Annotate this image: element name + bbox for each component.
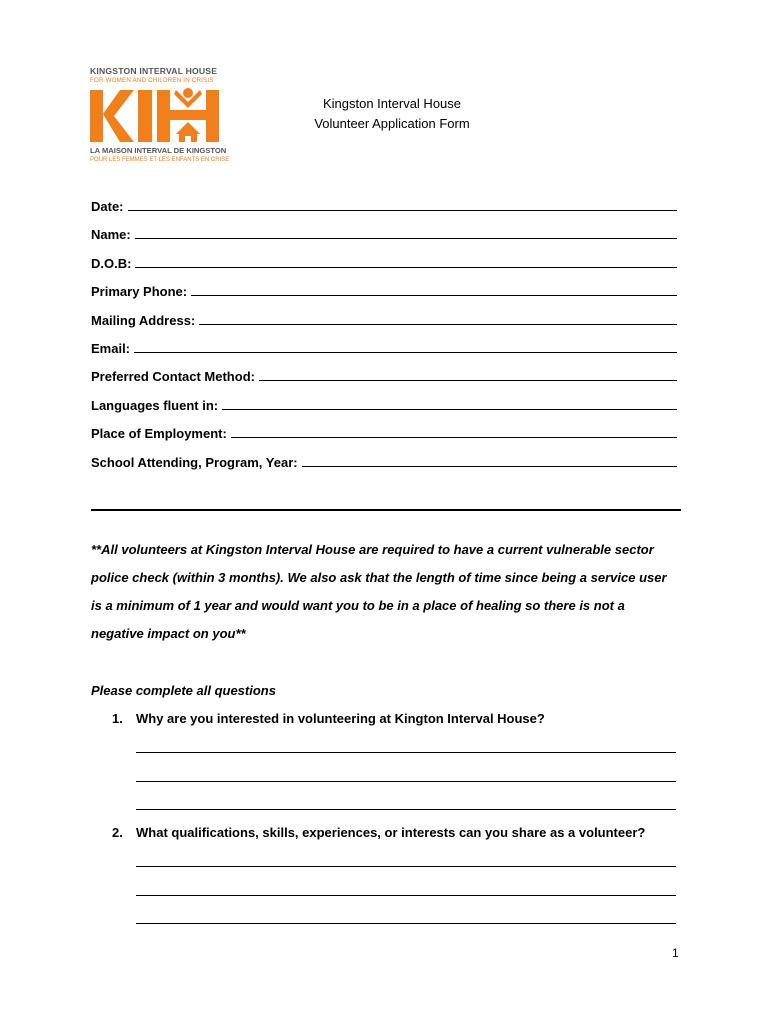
school-field[interactable] <box>91 452 677 470</box>
employment-field[interactable] <box>91 423 677 441</box>
notice-line-2: police check (within 3 months). We also ask that the length of time since being a service user <box>91 570 667 585</box>
mailing-address-label: Mailing Address: <box>91 313 196 328</box>
question-1-number: 1. <box>112 711 123 726</box>
logo-line-4: POUR LES FEMMES ET LES ENFANTS EN CRISE <box>90 157 230 163</box>
question-2-number: 2. <box>112 825 123 840</box>
preferred-contact-label: Preferred Contact Method: <box>91 369 255 384</box>
languages-field[interactable] <box>91 395 677 413</box>
answer-1-line-1[interactable] <box>136 752 676 753</box>
page-number: 1 <box>672 946 679 960</box>
notice-line-4: negative impact on you** <box>91 626 246 641</box>
logo-line-3: LA MAISON INTERVAL DE KINGSTON <box>90 146 227 155</box>
employment-input-line[interactable] <box>231 437 677 438</box>
date-label: Date: <box>91 199 124 214</box>
dob-label: D.O.B: <box>91 256 132 271</box>
primary-phone-field[interactable] <box>91 281 677 299</box>
mailing-address-input-line[interactable] <box>199 324 677 325</box>
notice-line-1: **All volunteers at Kingston Interval House are required to have a current vulnerable sector <box>91 542 654 557</box>
dob-field[interactable] <box>91 253 677 271</box>
email-field[interactable] <box>91 338 677 356</box>
section-divider <box>91 509 681 511</box>
dob-input-line[interactable] <box>135 267 677 268</box>
name-label: Name: <box>91 227 131 242</box>
instruction-text: Please complete all questions <box>91 683 276 698</box>
form-title: Volunteer Application Form <box>314 116 470 131</box>
employment-label: Place of Employment: <box>91 426 227 441</box>
kih-logo-mark-icon <box>90 86 222 144</box>
preferred-contact-field[interactable] <box>91 366 677 384</box>
answer-2-line-3[interactable] <box>136 923 676 924</box>
date-input-line[interactable] <box>128 210 677 211</box>
email-input-line[interactable] <box>134 352 677 353</box>
primary-phone-input-line[interactable] <box>191 295 677 296</box>
mailing-address-field[interactable] <box>91 310 677 328</box>
primary-phone-label: Primary Phone: <box>91 284 188 299</box>
preferred-contact-input-line[interactable] <box>259 380 677 381</box>
school-label: School Attending, Program, Year: <box>91 455 298 470</box>
languages-input-line[interactable] <box>222 409 677 410</box>
answer-2-line-1[interactable] <box>136 866 676 867</box>
question-2 <box>112 825 645 840</box>
email-label: Email: <box>91 341 131 356</box>
notice-line-3: is a minimum of 1 year and would want you to be in a place of healing so there is not a <box>91 598 625 613</box>
question-1-text: Why are you interested in volunteering at Kington Interval House? <box>136 711 545 726</box>
question-1 <box>112 711 545 726</box>
question-2-text: What qualifications, skills, experiences, or interests can you share as a volunteer? <box>136 825 646 840</box>
date-field[interactable] <box>91 196 677 214</box>
organization-name: Kingston Interval House <box>322 96 462 111</box>
name-field[interactable] <box>91 224 677 242</box>
languages-label: Languages fluent in: <box>91 398 219 413</box>
logo-line-2: FOR WOMEN AND CHILDREN IN CRISIS <box>90 77 214 84</box>
organization-logo <box>90 66 230 166</box>
answer-2-line-2[interactable] <box>136 895 676 896</box>
logo-line-1: KINGSTON INTERVAL HOUSE <box>90 66 218 76</box>
answer-1-line-2[interactable] <box>136 781 676 782</box>
name-input-line[interactable] <box>135 238 677 239</box>
school-input-line[interactable] <box>302 466 677 467</box>
answer-1-line-3[interactable] <box>136 809 676 810</box>
